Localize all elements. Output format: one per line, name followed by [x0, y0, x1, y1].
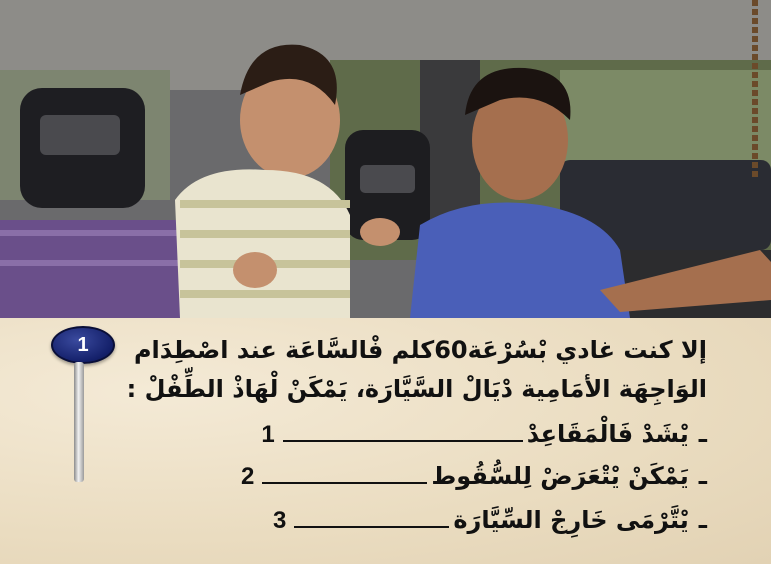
question-line-2: الوَاجِهَة الأمَامِية دْيَالْ السَّيَّارَة، يَمْكَنْ لْهَاذْ الطِّفْلْ : — [126, 375, 707, 403]
option-blank-line — [262, 462, 427, 484]
question-number-bar — [74, 362, 84, 482]
option-blank-line — [294, 506, 449, 528]
child-hand — [360, 218, 400, 246]
question-line-1: إلا كنت غادي بْسُرْعَة60كلم فْالسَّاعَة عند اصْطِدَام — [133, 336, 707, 364]
answer-option-3[interactable] — [273, 506, 707, 535]
option-text: يْشَدْ فَالْمَقَاعِدْ — [526, 420, 689, 448]
rear-headrest-hole — [40, 115, 120, 155]
option-dash: ـ — [698, 420, 707, 448]
answer-option-2[interactable] — [241, 462, 707, 491]
option-number: 2 — [241, 463, 255, 490]
option-text: يْتَّرْمَى خَارِجْ السِّيَّارَة — [453, 506, 689, 534]
option-dash: ـ — [698, 462, 707, 490]
question-number-badge — [51, 326, 115, 364]
answer-option-1[interactable] — [261, 420, 707, 449]
child-hand-left — [233, 252, 277, 288]
question-number: 1 — [77, 333, 89, 356]
option-blank-line — [283, 420, 523, 442]
option-number: 1 — [261, 421, 275, 448]
option-dash: ـ — [698, 506, 707, 534]
option-text: يَمْكَنْ يْتْعَرَضْ لِلسُّقُوط — [431, 462, 689, 490]
option-number: 3 — [272, 507, 287, 534]
